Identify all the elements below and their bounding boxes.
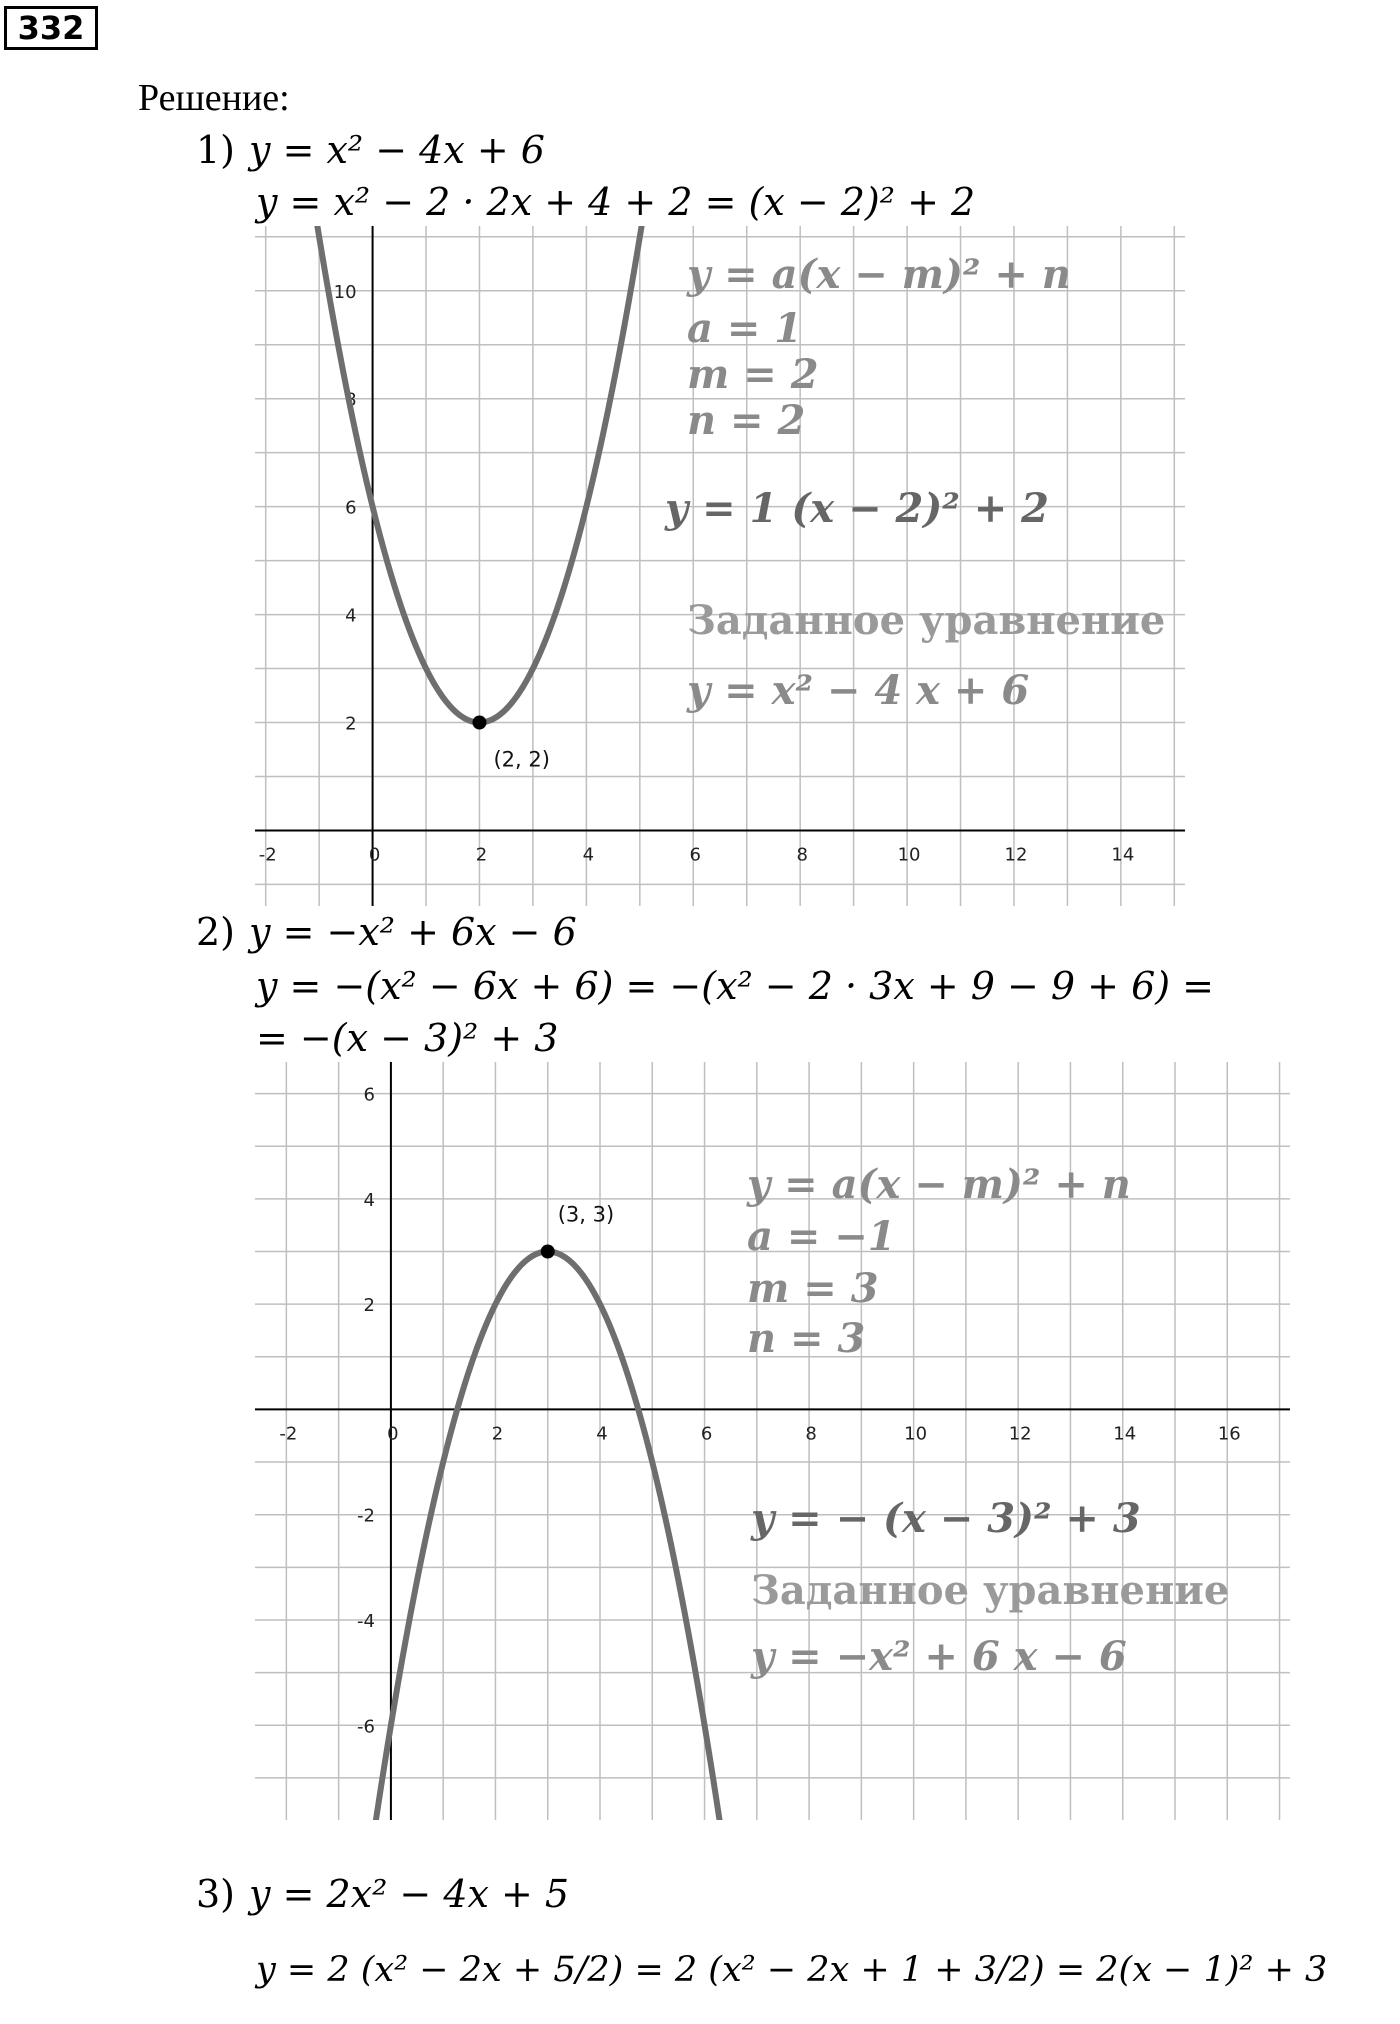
y-tick-label: 4	[345, 605, 357, 627]
annotation-vertex-form: y = 1 (x − 2)² + 2	[665, 485, 1049, 532]
part3-line1	[196, 1872, 569, 1916]
vertex-label: (2, 2)	[493, 747, 550, 772]
chart-1	[255, 226, 1185, 906]
chart-1-svg	[255, 226, 1185, 906]
part1-equation: y = x² − 4x + 6	[249, 128, 545, 172]
annotation-m: m = 3	[747, 1265, 879, 1312]
part1-line1	[196, 128, 545, 172]
x-tick-label: 16	[1217, 1423, 1241, 1445]
vertex-label: (3, 3)	[557, 1202, 615, 1227]
annotation-given-equation: y = x² − 4 x + 6	[687, 667, 1030, 714]
part2-equation: y = −x² + 6x − 6	[249, 910, 577, 954]
x-tick-label: 14	[1113, 1423, 1137, 1445]
x-tick-label: 8	[805, 1423, 817, 1445]
annotation-vertex-form: y = − (x − 3)² + 3	[751, 1495, 1141, 1542]
chart-2-svg	[255, 1062, 1290, 1820]
part1-number: 1)	[196, 128, 236, 172]
y-tick-label: -2	[356, 1505, 375, 1527]
annotation-general-form: y = a(x − m)² + n	[747, 1161, 1131, 1208]
x-tick-label: 0	[387, 1423, 399, 1445]
x-tick-label: 4	[582, 844, 595, 866]
part2-line2: y = −(x² − 6x + 6) = −(x² − 2 · 3x + 9 − 9 + 6) =	[256, 964, 1215, 1008]
y-tick-label: 8	[345, 389, 357, 411]
annotation-n: n = 2	[687, 397, 806, 444]
chart-2	[255, 1062, 1290, 1820]
x-tick-label: 10	[897, 844, 921, 866]
vertex-point	[541, 1245, 555, 1259]
x-tick-label: 6	[689, 844, 702, 866]
x-tick-label: 0	[368, 844, 381, 866]
x-tick-label: 10	[904, 1423, 928, 1445]
y-tick-label: 2	[363, 1295, 375, 1317]
x-tick-label: -2	[279, 1423, 298, 1445]
x-tick-label: 2	[491, 1423, 504, 1445]
x-tick-label: 6	[700, 1423, 713, 1445]
annotation-a: a = 1	[687, 305, 803, 352]
x-tick-label: -2	[258, 844, 277, 866]
y-tick-label: -6	[356, 1716, 375, 1738]
y-tick-label: 6	[345, 497, 357, 519]
part3-line2: y = 2 (x² − 2x + 5/2) = 2 (x² − 2x + 1 + 3/2) = 2(x − 1)² + 3	[256, 1950, 1328, 1990]
solution-heading: Решение:	[138, 77, 290, 119]
x-tick-label: 2	[475, 844, 488, 866]
part1-line2: y = x² − 2 · 2x + 4 + 2 = (x − 2)² + 2	[256, 180, 976, 224]
annotation-general-form: y = a(x − m)² + n	[687, 251, 1071, 298]
annotation-given-label: Заданное уравнение	[751, 1567, 1230, 1614]
y-tick-label: -4	[356, 1610, 375, 1632]
y-tick-label: 4	[363, 1189, 375, 1211]
part2-number: 2)	[196, 910, 236, 954]
part3-equation: y = 2x² − 4x + 5	[249, 1872, 570, 1916]
annotation-given-label: Заданное уравнение	[687, 597, 1166, 644]
y-tick-label: 10	[333, 281, 357, 303]
x-tick-label: 8	[796, 844, 808, 866]
x-tick-label: 4	[596, 1423, 608, 1445]
x-tick-label: 12	[1004, 844, 1028, 866]
part2-line3: = −(x − 3)² + 3	[256, 1016, 559, 1060]
x-tick-label: 14	[1111, 844, 1135, 866]
problem-number: 332	[4, 6, 98, 50]
vertex-point	[472, 716, 486, 730]
annotation-n: n = 3	[747, 1315, 866, 1362]
y-tick-label: 2	[345, 713, 357, 735]
x-tick-label: 12	[1008, 1423, 1032, 1445]
y-tick-label: 6	[363, 1084, 375, 1106]
part3-number: 3)	[196, 1872, 236, 1916]
annotation-a: a = −1	[747, 1213, 896, 1260]
annotation-m: m = 2	[687, 351, 819, 398]
annotation-given-equation: y = −x² + 6 x − 6	[751, 1633, 1127, 1680]
part2-line1	[196, 910, 577, 954]
